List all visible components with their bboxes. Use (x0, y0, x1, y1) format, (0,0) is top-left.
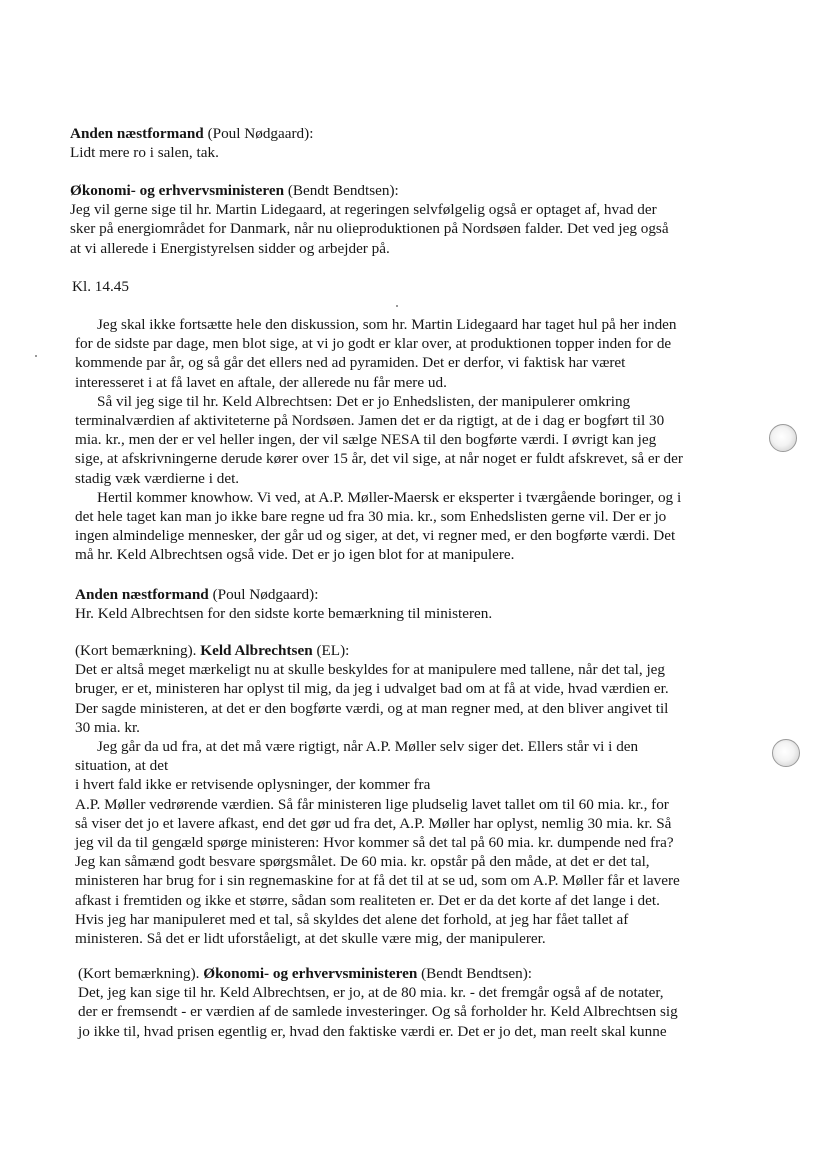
text-line: kommende par år, og så går det ellers ned ad pyramiden. Det er derfor, vi faktisk har været (75, 354, 626, 372)
speaker-name: Keld Albrechtsen (200, 642, 313, 659)
speaker-line (75, 585, 492, 604)
timestamp: Kl. 14.45 (72, 278, 129, 295)
text-line: Det er altså meget mærkeligt nu at skulle beskyldes for at manipulere med tallene, når det tal, jeg (75, 661, 666, 679)
text-line: mia. kr., men der er vel heller ingen, der vil sælge NESA til den bogførte værdi. I øvrigt kan jeg (75, 431, 657, 449)
speech-block (70, 124, 313, 162)
text-line: ministeren har brug for i sin regnemaskine for at få det til at se ud, som om A.P. Møller får et lavere (75, 872, 680, 890)
text-line: det hele taget kan man jo ikke bare regne ud fra 30 mia. kr., som Enhedslisten gerne vil. Der er jo (75, 508, 667, 526)
speech-block (75, 585, 492, 623)
speaker-party: (Bendt Bendtsen): (284, 182, 399, 199)
speaker-name: Økonomi- og erhvervsministeren (203, 965, 418, 982)
text-line: bruger, er et, ministeren har oplyst til mig, da jeg i udvalget bad om at få at vide, hvad værdien er. (75, 680, 669, 698)
text-line: må hr. Keld Albrechtsen også vide. Det er jo igen blot for at manipulere. (75, 546, 515, 564)
text-line: terminalværdien af aktiviteterne på Nordsøen. Jamen det er da rigtigt, at de i dag er bogført til 30 (75, 412, 665, 430)
text-line: så viser det jo et lavere afkast, end det gør ud fra det, A.P. Møller har oplyst, nemlig 30 mia. kr. Så (75, 814, 672, 832)
speaker-line (70, 124, 313, 143)
timestamp-block (72, 277, 129, 296)
scan-speck (396, 305, 398, 307)
remark-label: (Kort bemærkning). (75, 642, 201, 659)
punch-hole (769, 424, 797, 452)
paragraph-start-line: Så vil jeg sige til hr. Keld Albrechtsen: Det er jo Enhedslisten, der manipulerer omkring (97, 392, 631, 410)
text-line: jeg vil da til gengæld spørge ministeren: Hvor kommer så det tal på 60 mia. kr. dumpende ned fra? (75, 834, 674, 852)
paragraph-start-line: Hertil kommer knowhow. Vi ved, at A.P. Møller-Maersk er eksperter i tværgående boringer, og i (97, 488, 682, 506)
speaker-line (70, 181, 669, 200)
speaker-line (75, 641, 680, 660)
text-line: Det, jeg kan sige til hr. Keld Albrechtsen, er jo, at de 80 mia. kr. - det fremgår også af de notater, (78, 984, 664, 1002)
text-line: Hr. Keld Albrechtsen for den sidste korte bemærkning til ministeren. (75, 605, 493, 623)
text-line: A.P. Møller vedrørende værdien. Så får ministeren lige pludselig lavet tallet om til 60 mia. kr., for (75, 795, 669, 813)
text-line: 30 mia. kr. (75, 718, 140, 736)
text-line: Lidt mere ro i salen, tak. (70, 144, 219, 162)
paragraph-start-line: Jeg skal ikke fortsætte hele den diskussion, som hr. Martin Lidegaard har taget hul på her inden (97, 316, 677, 333)
text-line: sker på energiområdet for Danmark, når nu olieproduktionen på Nordsøen falder. Det ved jeg også (70, 220, 669, 238)
text-line: jo ikke til, hvad prisen egentlig er, hvad den faktiske værdi er. Det er jo det, man reelt skal kunne (78, 1022, 667, 1040)
speech-block (75, 641, 680, 948)
punch-hole (772, 739, 800, 767)
text-line: ministeren. Så det er lidt uforståeligt, at det skulle være mig, der manipulerer. (75, 930, 546, 948)
text-line: Jeg kan såmænd godt besvare spørgsmålet. De 60 mia. kr. opstår på den måde, at det er det tal, (75, 853, 650, 871)
speaker-party: (Poul Nødgaard): (208, 586, 319, 603)
text-line: i hvert fald ikke er retvisende oplysninger, der kommer fra (75, 776, 431, 794)
paragraph-start-line: Jeg går da ud fra, at det må være rigtigt, når A.P. Møller selv siger det. Ellers står vi i den (97, 738, 639, 756)
text-line: stadig væk værdierne i det. (75, 469, 240, 487)
speech-block (78, 964, 678, 1041)
speaker-name: Anden næstformand (70, 125, 204, 142)
speaker-party: (Poul Nødgaard): (203, 125, 314, 142)
speaker-name: Anden næstformand (75, 586, 209, 603)
scan-speck (35, 355, 37, 357)
text-line: ingen almindelige mennesker, der går ud og siger, at det, vi regner med, er den bogførte værdi. Det (75, 527, 676, 545)
text-line: Hvis jeg har manipuleret med et tal, så skyldes det alene det forhold, at jeg har fået tallet af (75, 910, 629, 928)
text-line: Jeg vil gerne sige til hr. Martin Lidegaard, at regeringen selvfølgelig også er optaget af, hvad der (70, 201, 657, 219)
text-line: interesseret i at få lavet en aftale, der allerede nu får mere ud. (75, 373, 447, 391)
speaker-party: (EL): (312, 642, 350, 659)
text-line: afkast i fremtiden og ikke et større, sådan som realiteten er. Det er da det korte af det lange i det. (75, 891, 660, 909)
speech-block (70, 181, 669, 258)
text-line: for de sidste par dage, men blot sige, at vi jo godt er klar over, at produktionen topper inden for de (75, 335, 672, 353)
speaker-line (78, 964, 678, 983)
text-line: situation, at det (75, 757, 169, 775)
text-line: Der sagde ministeren, at det er den bogførte værdi, og at man regner med, at den bliver angivet til (75, 699, 669, 717)
text-line: der er fremsendt - er værdien af de samlede investeringer. Og så forholder hr. Keld Albrechtsen sig (78, 1003, 678, 1021)
text-line: at vi allerede i Energistyrelsen sidder og arbejder på. (70, 239, 390, 257)
text-line: sige, at afskrivningerne derude kører over 15 år, det vil sige, at når noget er fuldt afskrevet, så er der (75, 450, 683, 468)
speaker-party: (Bendt Bendtsen): (417, 965, 533, 982)
speaker-name: Økonomi- og erhvervsministeren (70, 182, 285, 199)
speech-body (75, 315, 683, 565)
remark-label: (Kort bemærkning). (78, 965, 204, 982)
